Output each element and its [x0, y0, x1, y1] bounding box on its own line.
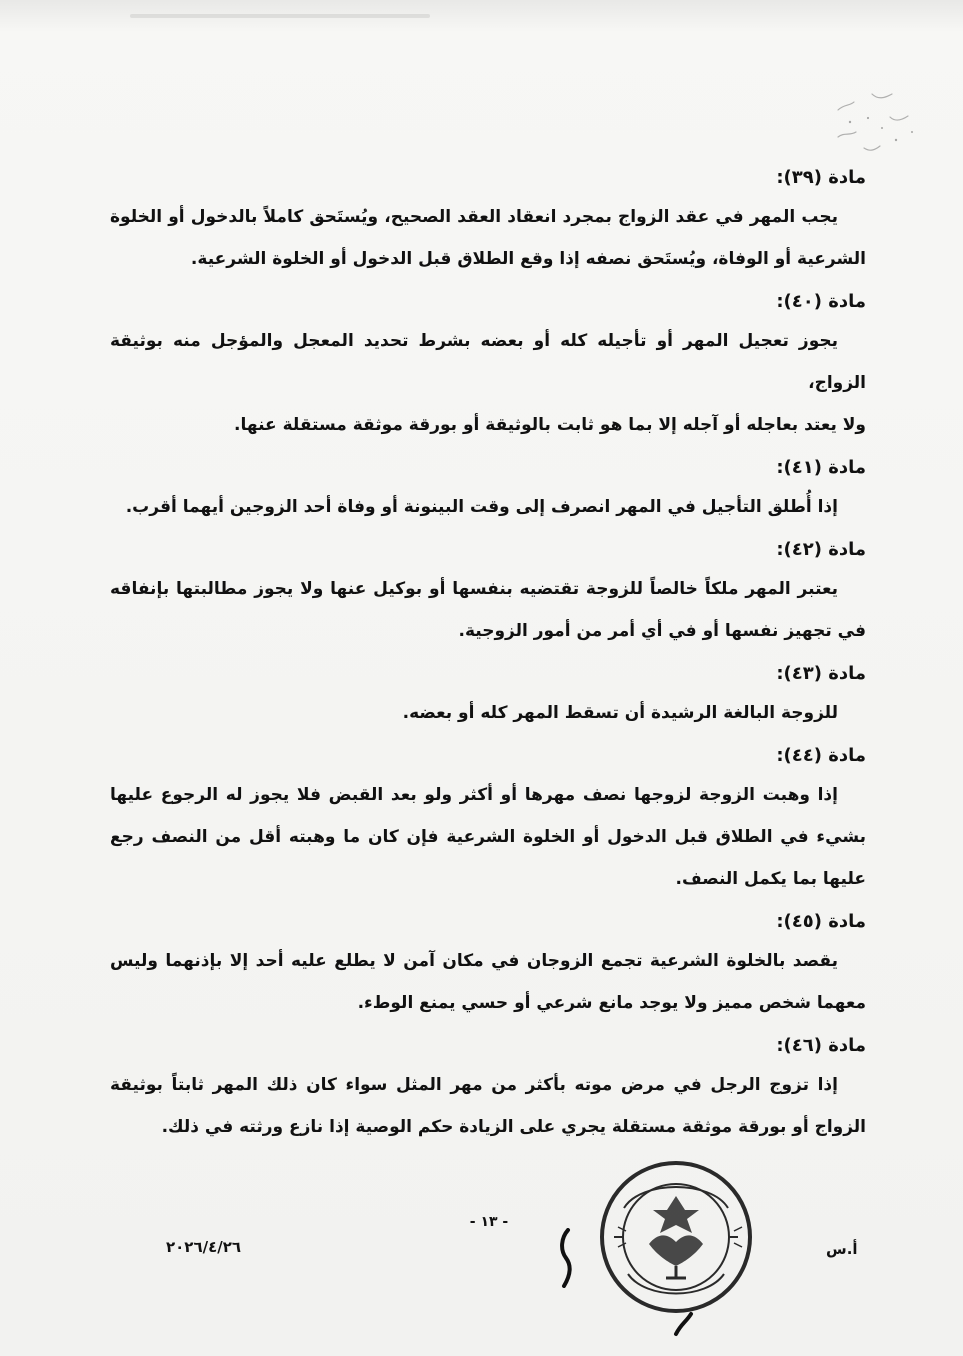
article-46: [110, 1030, 866, 1148]
article-paragraph: إذا وهبت الزوجة لزوجها نصف مهرها أو أكثر ولو بعد القبض فلا يجوز له الرجوع عليها بشيء في الطلاق قبل الدخول أو الخلوة الشرعية فإن كان ما وهبته أقل من النصف رجع عليها بما يكمل النصف.: [110, 785, 866, 889]
article-paragraph: يعتبر المهر ملكاً خالصاً للزوجة تقتضيه بنفسها أو بوكيل عنها ولا يجوز مطالبتها بإنفاقه في تجهيز نفسها أو في أي أمر من أمور الزوجية.: [110, 579, 866, 641]
document-content: [110, 162, 866, 1154]
article-heading: مادة (٤٣):: [776, 663, 866, 684]
article-paragraph: إذا تزوج الرجل في مرض موته بأكثر من مهر المثل سواء كان ذلك المهر ثابتاً بوثيقة الزواج أو بورقة موثقة مستقلة يجري على الزيادة حكم الوصية إذا نازع ورثته في ذلك.: [110, 1075, 866, 1137]
article-42: [110, 534, 866, 652]
page-footer: [0, 1188, 963, 1328]
article-heading: مادة (٤٢):: [776, 539, 866, 560]
article-heading: مادة (٣٩):: [776, 167, 866, 188]
signature-mark: [672, 1310, 694, 1340]
document-date: ٢٠٢٦/٤/٢٦: [166, 1238, 242, 1256]
article-paragraph: يجب المهر في عقد الزواج بمجرد انعقاد العقد الصحيح، ويُستَحق كاملاً بالدخول أو الخلوة الشرعية أو الوفاة، ويُستَحق نصفه إذا وقع الطلاق قبل الدخول أو الخلوة الشرعية.: [110, 207, 866, 269]
initials: أ.س: [826, 1240, 858, 1258]
article-paragraph: ولا يعتد بعاجله أو آجله إلا بما هو ثابت بالوثيقة أو بورقة موثقة مستقلة عنها.: [234, 415, 866, 435]
article-heading: مادة (٤٥):: [776, 911, 866, 932]
article-paragraph: يجوز تعجيل المهر أو تأجيله كله أو بعضه بشرط تحديد المعجل والمؤجل منه بوثيقة الزواج،: [110, 331, 866, 393]
signature-mark: [556, 1228, 576, 1288]
article-heading: مادة (٤٤):: [776, 745, 866, 766]
article-39: [110, 162, 866, 280]
handwritten-scribble: [820, 82, 930, 172]
article-heading: مادة (٤٦):: [776, 1035, 866, 1056]
official-seal: [586, 1152, 766, 1322]
top-edge-line: [130, 14, 430, 18]
article-44: [110, 740, 866, 900]
article-paragraph: يقصد بالخلوة الشرعية تجمع الزوجان في مكان آمن لا يطلع عليه أحد إلا بإذنهما وليس معهما شخص مميز ولا يوجد مانع شرعي أو حسي يمنع الوطء.: [110, 951, 866, 1013]
article-heading: مادة (٤١):: [776, 457, 866, 478]
article-43: [110, 658, 866, 734]
page-number: - ١٣ -: [469, 1214, 509, 1230]
article-41: [110, 452, 866, 528]
article-paragraph: إذا أُطلق التأجيل في المهر انصرف إلى وقت البينونة أو وفاة أحد الزوجين أيهما أقرب.: [125, 497, 838, 517]
article-45: [110, 906, 866, 1024]
article-paragraph: للزوجة البالغة الرشيدة أن تسقط المهر كله أو بعضه.: [402, 703, 838, 723]
article-40: [110, 286, 866, 446]
article-heading: مادة (٤٠):: [776, 291, 866, 312]
